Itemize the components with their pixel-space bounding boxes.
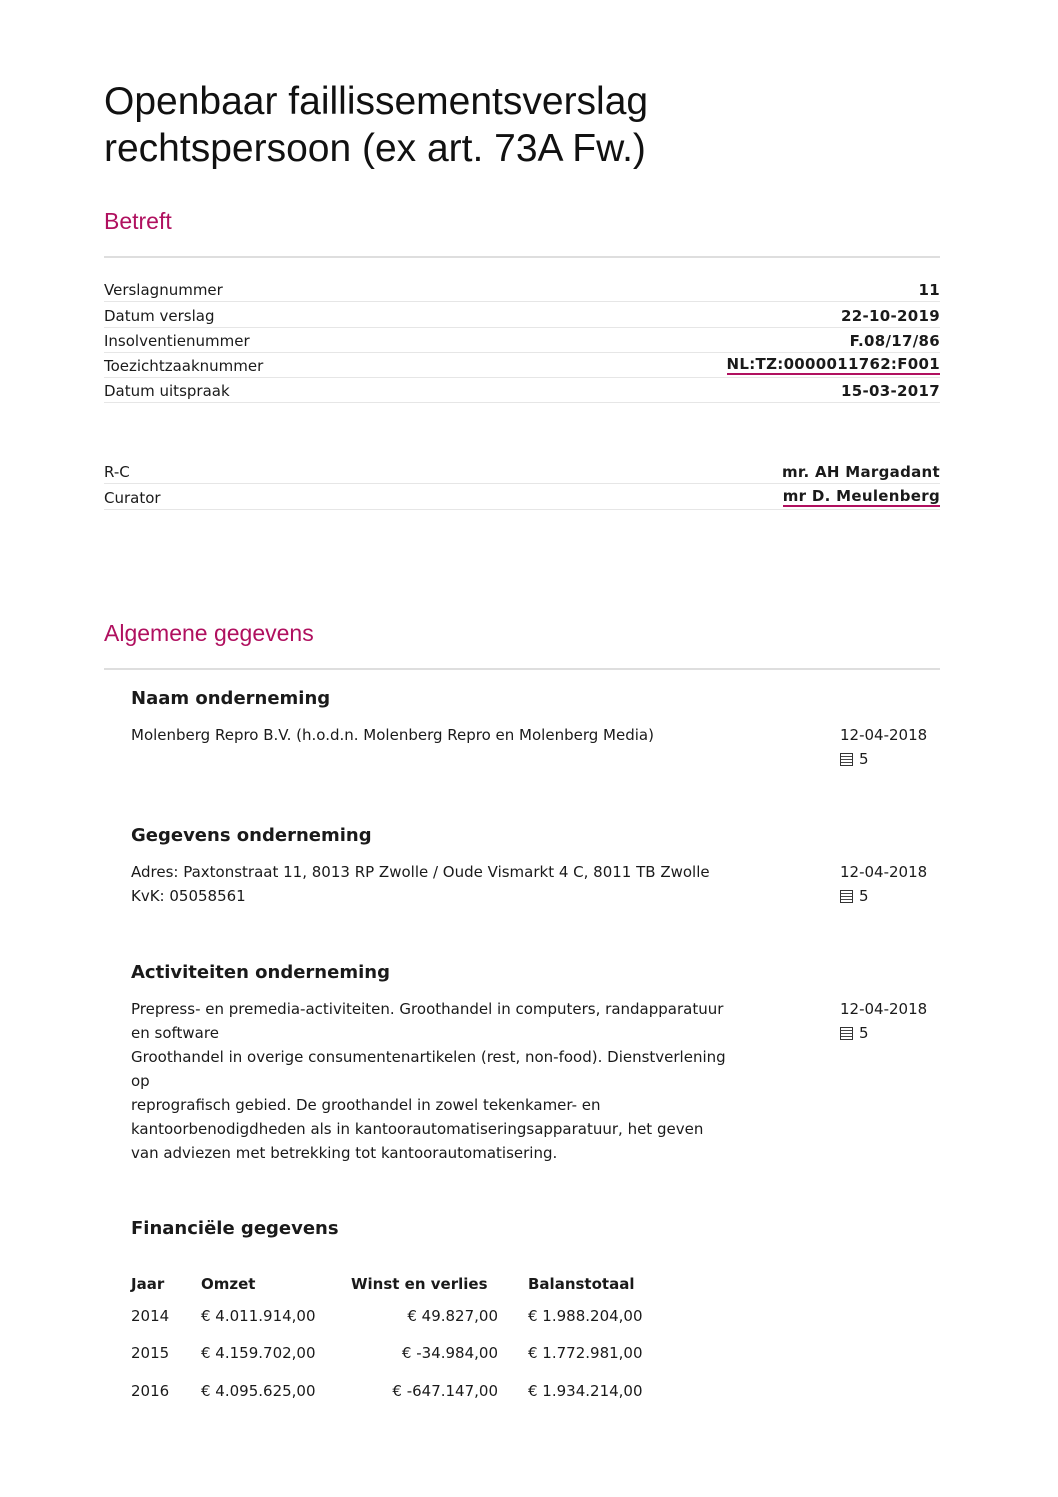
entry xyxy=(131,997,940,1165)
entry-meta xyxy=(840,723,940,771)
table-row xyxy=(131,1335,688,1373)
divider xyxy=(104,256,940,258)
label: Curator xyxy=(104,488,161,507)
curator-link[interactable]: mr D. Meulenberg xyxy=(782,486,940,505)
report-page xyxy=(104,78,940,1400)
divider xyxy=(104,668,940,670)
document-ref[interactable] xyxy=(840,884,940,908)
entry-date: 12-04-2018 xyxy=(840,863,928,881)
cell-omzet: € 4.011.914,00 xyxy=(201,1306,316,1325)
document-icon[interactable] xyxy=(840,890,853,903)
entry-text xyxy=(131,860,801,908)
document-ref[interactable] xyxy=(840,747,940,771)
title-line-1: Openbaar faillissementsverslag xyxy=(104,80,649,123)
value: mr. AH Margadant xyxy=(781,463,940,482)
entry xyxy=(131,723,940,771)
row-datum-verslag xyxy=(104,302,940,327)
section-algemeen-heading: Algemene gegevens xyxy=(104,620,314,646)
cell-balanstotaal: € 1.772.981,00 xyxy=(528,1344,643,1363)
cell-jaar: 2014 xyxy=(131,1306,170,1325)
text-line: van adviezen met betrekking tot kantoorautomatisering. xyxy=(131,1144,558,1162)
subsection-title: Financiële gegevens xyxy=(131,1218,339,1239)
row-insolventienummer xyxy=(104,328,940,353)
ref-number: 5 xyxy=(859,887,869,905)
value: 22-10-2019 xyxy=(841,306,940,325)
text-line: en software xyxy=(131,1024,219,1042)
label: Verslagnummer xyxy=(104,281,223,300)
label: Datum uitspraak xyxy=(104,382,230,401)
cell-jaar: 2016 xyxy=(131,1381,170,1400)
text-line: kantoorbenodigdheden als in kantoorautomatiseringsapparatuur, het geven xyxy=(131,1120,704,1138)
subsection-title: Activiteiten onderneming xyxy=(131,962,390,983)
cell-winst: € -647.147,00 xyxy=(392,1381,498,1400)
entry-text xyxy=(131,997,801,1165)
financial-table xyxy=(131,1271,688,1410)
value: 15-03-2017 xyxy=(841,382,940,401)
title-line-2: rechtspersoon (ex art. 73A Fw.) xyxy=(104,127,646,170)
financiele-gegevens-block xyxy=(131,1218,940,1410)
row-toezichtzaaknummer xyxy=(104,353,940,378)
kvk-line: KvK: 05058561 xyxy=(131,887,246,905)
entry-date: 12-04-2018 xyxy=(840,726,928,744)
document-icon[interactable] xyxy=(840,1027,853,1040)
address-line: Adres: Paxtonstraat 11, 8013 RP Zwolle / Oude Vismarkt 4 C, 8011 TB Zwolle xyxy=(131,863,710,881)
ref-number: 5 xyxy=(859,750,869,768)
text-line: op xyxy=(131,1072,150,1090)
entry-meta xyxy=(840,860,940,908)
text-line: Groothandel in overige consumentenartikelen (rest, non-food). Dienstverlening xyxy=(131,1048,726,1066)
activiteiten-onderneming-block xyxy=(131,962,940,1165)
table-header-row xyxy=(131,1271,688,1297)
cell-omzet: € 4.095.625,00 xyxy=(201,1381,316,1400)
text-line: reprografisch gebied. De groothandel in zowel tekenkamer- en xyxy=(131,1096,601,1114)
entry-date: 12-04-2018 xyxy=(840,1000,928,1018)
toezichtzaaknummer-link[interactable]: NL:TZ:0000011762:F001 xyxy=(726,355,940,374)
entry-meta xyxy=(840,997,940,1165)
table-row xyxy=(131,1297,688,1335)
subsection-title: Gegevens onderneming xyxy=(131,825,372,846)
column-header-jaar: Jaar xyxy=(131,1275,165,1293)
section-betreft-heading: Betreft xyxy=(104,208,172,234)
label: R-C xyxy=(104,463,130,482)
row-curator xyxy=(104,484,940,509)
cell-balanstotaal: € 1.934.214,00 xyxy=(528,1381,643,1400)
cell-winst: € 49.827,00 xyxy=(407,1306,498,1325)
case-details xyxy=(104,277,940,403)
cell-winst: € -34.984,00 xyxy=(401,1344,498,1363)
value: F.08/17/86 xyxy=(849,331,940,350)
value: 11 xyxy=(918,281,940,300)
cell-omzet: € 4.159.702,00 xyxy=(201,1344,316,1363)
naam-onderneming-block xyxy=(131,688,940,771)
cell-jaar: 2015 xyxy=(131,1344,170,1363)
row-verslagnummer xyxy=(104,277,940,302)
persons xyxy=(104,459,940,510)
column-header-balanstotaal: Balanstotaal xyxy=(528,1275,635,1293)
document-icon[interactable] xyxy=(840,753,853,766)
cell-balanstotaal: € 1.988.204,00 xyxy=(528,1306,643,1325)
document-title xyxy=(104,78,940,172)
row-rc xyxy=(104,459,940,484)
label: Toezichtzaaknummer xyxy=(104,357,264,376)
column-header-omzet: Omzet xyxy=(201,1275,256,1293)
document-ref[interactable] xyxy=(840,1021,940,1045)
column-header-winst: Winst en verlies xyxy=(351,1275,488,1293)
entry xyxy=(131,860,940,908)
entry-text: Molenberg Repro B.V. (h.o.d.n. Molenberg Repro en Molenberg Media) xyxy=(131,726,654,744)
row-datum-uitspraak xyxy=(104,378,940,403)
label: Datum verslag xyxy=(104,306,215,325)
subsection-title: Naam onderneming xyxy=(131,688,331,709)
text-line: Prepress- en premedia-activiteiten. Groothandel in computers, randapparatuur xyxy=(131,1000,724,1018)
table-row xyxy=(131,1372,688,1410)
label: Insolventienummer xyxy=(104,331,250,350)
ref-number: 5 xyxy=(859,1024,869,1042)
gegevens-onderneming-block xyxy=(131,825,940,908)
